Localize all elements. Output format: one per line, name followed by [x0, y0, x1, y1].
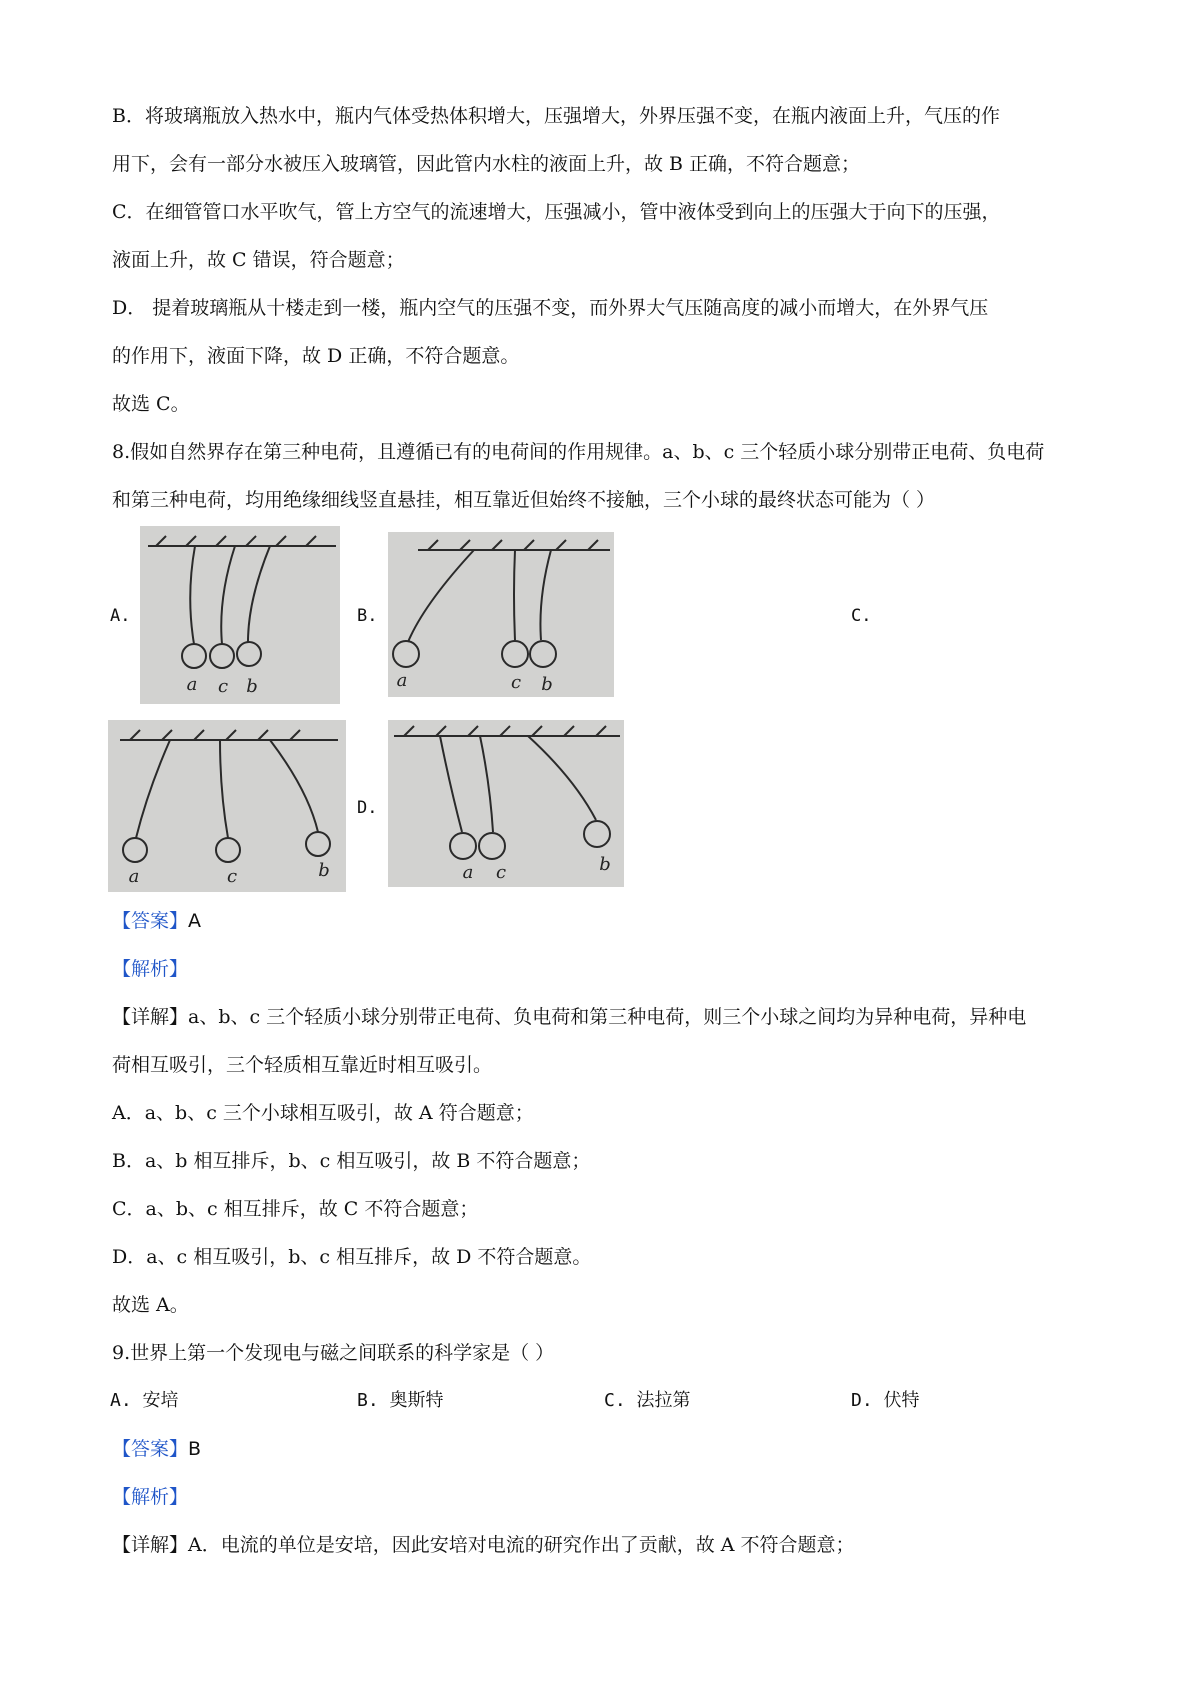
explanation-a: A．a、b、c 三个小球相互吸引，故 A 符合题意；	[112, 1102, 534, 1124]
text-line: 液面上升，故 C 错误，符合题意；	[112, 249, 405, 271]
detail-tag: 【详解】	[112, 1006, 189, 1028]
ball-label-a: a	[128, 866, 140, 887]
question-8-stem: 和第三种电荷，均用绝缘细线竖直悬挂，相互靠近但始终不接触，三个小球的最终状态可能为（ ）	[112, 489, 936, 511]
ball-label-c: c	[226, 866, 238, 887]
figure-option-a	[140, 526, 340, 704]
detail-text: a、b、c 三个轻质小球分别带正电荷、负电荷和第三种电荷，则三个小球之间均为异种电荷，异种电	[188, 1006, 1027, 1028]
q9-option-b: B. 奥斯特	[357, 1390, 444, 1411]
ball-label-c: c	[495, 862, 507, 883]
ball-label-b: b	[599, 854, 611, 875]
explanation-b: B．a、b 相互排斥，b、c 相互吸引，故 B 不符合题意；	[112, 1150, 591, 1172]
question-8-stem: 8.假如自然界存在第三种电荷，且遵循已有的电荷间的作用规律。a、b、c 三个轻质小球分别带正电荷、负电荷	[112, 441, 1045, 463]
detail-text: A．电流的单位是安培，因此安培对电流的研究作出了贡献，故 A 不符合题意；	[188, 1534, 855, 1556]
detail-8	[112, 1008, 1026, 1027]
answer-tag: 【答案】	[112, 910, 189, 932]
figure-option-c	[108, 720, 346, 892]
figure-option-b	[388, 532, 614, 697]
text-line: 荷相互吸引，三个轻质相互靠近时相互吸引。	[112, 1054, 493, 1076]
explanation-d: D．a、c 相互吸引，b、c 相互排斥，故 D 不符合题意。	[112, 1246, 592, 1268]
ball-label-c: c	[217, 676, 229, 697]
text-line: C．在细管管口水平吹气，管上方空气的流速增大，压强减小，管中液体受到向上的压强大于向下的压强，	[112, 201, 1001, 223]
q9-option-a: A. 安培	[110, 1390, 179, 1411]
answer-9	[112, 1440, 201, 1459]
analysis-tag: 【解析】	[112, 958, 189, 980]
q9-option-d: D. 伏特	[851, 1390, 920, 1411]
ball-label-a: a	[186, 674, 198, 695]
answer-value: A	[188, 910, 202, 932]
answer-tag: 【答案】	[112, 1438, 189, 1460]
option-label-c: C.	[851, 606, 872, 626]
figure-option-d	[388, 720, 624, 887]
option-label-b: B.	[357, 606, 378, 626]
selection-8: 故选 A。	[112, 1294, 189, 1316]
option-label-d: D.	[357, 798, 378, 818]
option-label-a: A.	[110, 606, 131, 626]
explanation-c: C．a、b、c 相互排斥，故 C 不符合题意；	[112, 1198, 479, 1220]
detail-tag: 【详解】	[112, 1534, 189, 1556]
question-9-stem: 9.世界上第一个发现电与磁之间联系的科学家是（ ）	[112, 1342, 555, 1364]
text-line: B．将玻璃瓶放入热水中，瓶内气体受热体积增大，压强增大，外界压强不变，在瓶内液面上升，气压的作	[112, 105, 1000, 127]
detail-9	[112, 1536, 855, 1555]
ball-label-a: a	[396, 670, 408, 691]
text-line: 故选 C。	[112, 393, 190, 415]
text-line: 的作用下，液面下降，故 D 正确，不符合题意。	[112, 345, 520, 367]
text-line: D． 提着玻璃瓶从十楼走到一楼，瓶内空气的压强不变，而外界大气压随高度的减小而增大，在外界气压	[112, 297, 989, 319]
ball-label-b: b	[246, 676, 258, 697]
answer-value: B	[188, 1438, 202, 1460]
analysis-tag: 【解析】	[112, 1486, 189, 1508]
ball-label-a: a	[462, 862, 474, 883]
ball-label-b: b	[541, 674, 553, 695]
ball-label-b: b	[318, 860, 330, 881]
q9-option-c: C. 法拉第	[604, 1390, 691, 1411]
answer-8	[112, 912, 201, 931]
ball-label-c: c	[510, 672, 522, 693]
text-line: 用下，会有一部分水被压入玻璃管，因此管内水柱的液面上升，故 B 正确，不符合题意；	[112, 153, 861, 175]
